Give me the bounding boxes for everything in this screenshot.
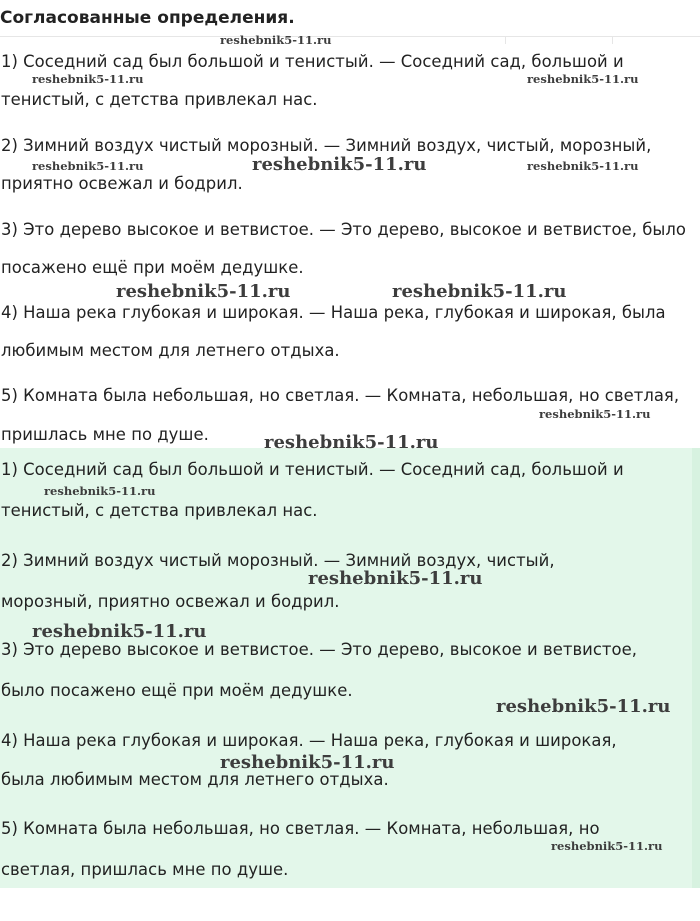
answer-4-line-2: была любимым местом для летнего отдыха. <box>1 770 389 789</box>
divider-tick <box>505 36 506 44</box>
original-5-line-2: пришлась мне по душе. <box>1 425 209 444</box>
answer-highlight-edge <box>692 448 700 888</box>
original-1-line-1: 1) Соседний сад был большой и тенистый. — Соседний сад, большой и <box>1 52 624 71</box>
answer-2-line-1: 2) Зимний воздух чистый морозный. — Зимний воздух, чистый, <box>1 551 555 570</box>
answer-2-line-2: морозный, приятно освежал и бодрил. <box>1 592 340 611</box>
watermark: reshebnik5-11.ru <box>44 484 156 498</box>
watermark: reshebnik5-11.ru <box>527 72 639 86</box>
original-2-line-2: приятно освежал и бодрил. <box>1 174 243 193</box>
original-4-line-2: любимым местом для летнего отдыха. <box>1 341 340 360</box>
watermark: reshebnik5-11.ru <box>220 33 332 47</box>
watermark: reshebnik5-11.ru <box>527 159 639 173</box>
watermark: reshebnik5-11.ru <box>32 72 144 86</box>
answer-3-line-2: было посажено ещё при моём дедушке. <box>1 681 353 700</box>
answer-5-line-2: светлая, пришлась мне по душе. <box>1 860 289 879</box>
watermark: reshebnik5-11.ru <box>32 159 144 173</box>
original-3-line-2: посажено ещё при моём дедушке. <box>1 258 304 277</box>
watermark: reshebnik5-11.ru <box>392 281 567 302</box>
answer-1-line-1: 1) Соседний сад был большой и тенистый. — Соседний сад, большой и <box>1 460 624 479</box>
answer-1-line-2: тенистый, с детства привлекал нас. <box>1 501 318 520</box>
top-divider <box>0 36 700 37</box>
original-1-line-2: тенистый, с детства привлекал нас. <box>1 90 318 109</box>
original-5-line-1: 5) Комната была небольшая, но светлая. — Комната, небольшая, но светлая, <box>1 386 680 405</box>
watermark: reshebnik5-11.ru <box>551 839 663 853</box>
watermark: reshebnik5-11.ru <box>32 621 207 642</box>
page-title: Согласованные определения. <box>0 8 295 28</box>
watermark: reshebnik5-11.ru <box>220 752 395 773</box>
watermark: reshebnik5-11.ru <box>252 154 427 175</box>
watermark: reshebnik5-11.ru <box>496 696 671 717</box>
watermark: reshebnik5-11.ru <box>308 568 483 589</box>
divider-tick <box>612 36 613 44</box>
original-2-line-1: 2) Зимний воздух чистый морозный. — Зимний воздух, чистый, морозный, <box>1 136 652 155</box>
watermark: reshebnik5-11.ru <box>116 281 291 302</box>
answer-3-line-1: 3) Это дерево высокое и ветвистое. — Это дерево, высокое и ветвистое, <box>1 640 637 659</box>
answer-4-line-1: 4) Наша река глубокая и широкая. — Наша река, глубокая и широкая, <box>1 731 617 750</box>
answer-5-line-1: 5) Комната была небольшая, но светлая. — Комната, небольшая, но <box>1 819 600 838</box>
original-4-line-1: 4) Наша река глубокая и широкая. — Наша река, глубокая и широкая, была <box>1 303 666 322</box>
original-3-line-1: 3) Это дерево высокое и ветвистое. — Это дерево, высокое и ветвистое, было <box>1 220 687 239</box>
watermark: reshebnik5-11.ru <box>264 432 439 453</box>
watermark: reshebnik5-11.ru <box>539 407 651 421</box>
